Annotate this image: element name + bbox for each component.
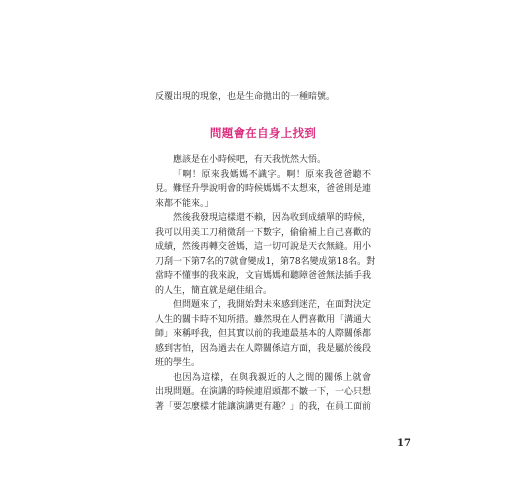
text-line: 人生的關卡時不知所措。雖然現在人們喜歡用「溝通大	[155, 314, 372, 325]
text-line: 出現問題。在演講的時候連眉頭都不皺一下，一心只想	[155, 387, 372, 397]
text-line: 但問題來了，我開始對未來感到迷茫，在面對決定	[173, 300, 372, 310]
continuation-text	[155, 90, 371, 105]
text-line: 也因為這樣，在與我親近的人之間的關係上就會	[173, 372, 371, 383]
page-number: 17	[397, 438, 411, 449]
text-line: 的人生，簡直就是絕佳組合。	[155, 285, 273, 296]
text-line: 感到害怕，因為過去在人際關係這方面，我是屬於後段	[155, 343, 372, 354]
section-heading: 問題會在自身上找到	[209, 126, 317, 140]
text-line: 成績，然後再轉交爸媽，這一切可說是天衣無縫。用小	[155, 242, 372, 252]
paragraph	[155, 371, 371, 415]
text-line: 著「要怎麼樣才能讓演講更有趣？」的我，在員工面前	[155, 401, 372, 412]
paragraph	[155, 153, 371, 168]
text-line: 應該是在小時候吧，有天我恍然大悟。	[173, 155, 327, 165]
text-line: 然後我發現這樣還不賴，因為收到成績單的時候，	[173, 213, 372, 223]
text-line: 我可以用美工刀稍微刮一下數字，偷偷補上自己喜歡的	[155, 227, 372, 238]
text-line: 反覆出現的現象，也是生命拋出的一種暗號。	[155, 92, 336, 102]
text-line: 刀刮一下第7名的7就會變成1，第78名變成第18名。對	[155, 256, 376, 267]
text-line: 來都不能來。」	[155, 198, 214, 209]
paragraph	[155, 168, 371, 212]
text-line: 師」來稱呼我，但其實以前的我連最基本的人際關係都	[155, 329, 372, 339]
body-text	[155, 153, 376, 414]
paragraph	[155, 211, 376, 298]
text-line: 當時不懂事的我來說，文盲媽媽和聽障爸爸無法插手我	[155, 271, 372, 281]
text-line: 「啊！原來我媽媽不識字。啊！原來我爸爸聽不	[173, 169, 371, 180]
text-line: 班的學生。	[155, 358, 201, 368]
paragraph	[155, 298, 371, 371]
text-line: 見。難怪升學說明會的時候媽媽不太想來，爸爸則是連	[155, 184, 372, 194]
